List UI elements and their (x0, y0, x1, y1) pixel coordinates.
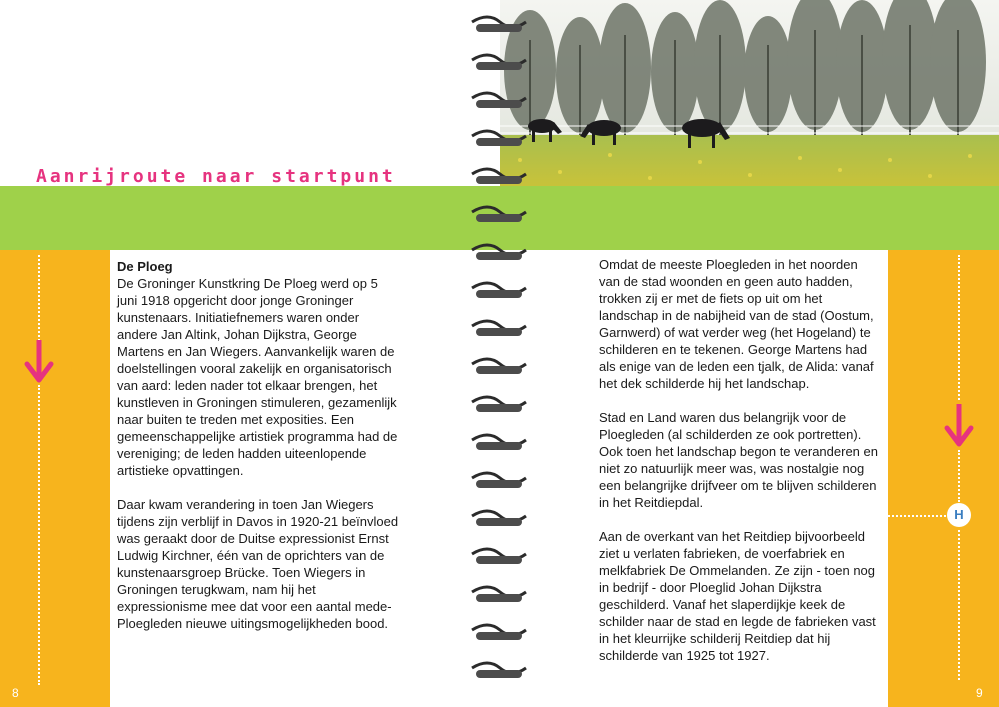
paragraph-spacer (599, 511, 882, 528)
route-line-right-lower (958, 530, 960, 680)
right-paragraph-1: Omdat de meeste Ploegleden in het noorden van de stad woonden en geen auto hadden, trokken zij er met de fiets op uit om het landschap in de nabijheid van de stad (Oostum, Garnwerd) of wat verder weg (het Hogeland) te schilderen en te tekenen. George Martens had als enige van de leden een tjalk, de Alida: vanaf het dek schilderde hij het landschap. (599, 257, 874, 391)
page-number-left: 8 (12, 686, 19, 700)
left-paragraph-2: Daar kwam verandering in toen Jan Wiegers tijdens zijn verblijf in Davos in 1920-21 beïnvloed was geraakt door de Duitse expressionist Ernst Ludwig Kirchner, één van de oprichters van de kunstenaarsgroep Brücke. Toen Wiegers in Groningen terugkwam, nam hij het expressionisme mee dat voor een aantal mede-Ploegleden nieuwe uitingsmogelijkheden bood. (117, 497, 399, 631)
spiral-binding (468, 12, 532, 702)
arrow-down-icon (24, 340, 54, 384)
left-margin-band (0, 250, 110, 707)
right-paragraph-3: Ook toen het landschap begon te veranderen en niet zo natuurlijk meer was, was nostalgie nog een belangrijke drijfveer om te blijven schilderen in het Reitdiepdal. (599, 444, 878, 510)
page-heading: Aanrijroute naar startpunt (36, 166, 396, 187)
page-number-right: 9 (976, 686, 983, 700)
horse-pasture-photo (500, 0, 999, 186)
left-paragraph-1: De Groninger Kunstkring De Ploeg werd op 5 juni 1918 opgericht door jonge Groninger kunstenaars. Initiatiefnemers waren onder andere Jan Altink, Johan Dijkstra, George Martens en Jan Wiegers. Aanvankelijk waren de doelstellingen vooral zakelijk en organisatorisch van aard: leden nader tot elkaar brengen, het kunstleven in Groningen stimuleren, gezamenlijk naar buiten te treden met exposities. Een gemeenschappelijke artistiek programma had de vereniging; de leden hadden uiteenlopende artistieke opvattingen. (117, 276, 398, 478)
section-subtitle: De Ploeg (117, 259, 173, 274)
green-band-right (498, 186, 999, 250)
route-line-left-upper (38, 255, 40, 345)
green-band-left (0, 186, 500, 250)
right-paragraph-4: Aan de overkant van het Reitdiep bijvoorbeeld ziet u verlaten fabrieken, de voerfabriek en melkfabriek De Ommelanden. Ze zijn - toen nog in bedrijf - door Ploeglid Johan Dijkstra geschilderd. Vanaf het slaperdijkje keek de schilder naar de stad en legde de fabrieken vast in het kleurrijke schilderij Reitdiep dat hij schilderde van 1925 tot 1927. (599, 529, 876, 663)
right-paragraph-2: Stad en Land waren dus belangrijk voor de Ploegleden (al schilderden ze ook portretten). (599, 410, 862, 442)
right-margin-band (888, 250, 999, 707)
route-line-right-middle (958, 450, 960, 502)
route-line-left-lower (38, 385, 40, 685)
right-text-column (599, 256, 882, 664)
left-text-column (117, 258, 399, 632)
route-line-right-upper (958, 255, 960, 400)
paragraph-spacer (599, 392, 882, 409)
route-line-to-marker (888, 515, 946, 517)
paragraph-spacer (117, 479, 399, 496)
arrow-down-icon (944, 404, 974, 448)
route-marker-h: H (947, 503, 971, 527)
